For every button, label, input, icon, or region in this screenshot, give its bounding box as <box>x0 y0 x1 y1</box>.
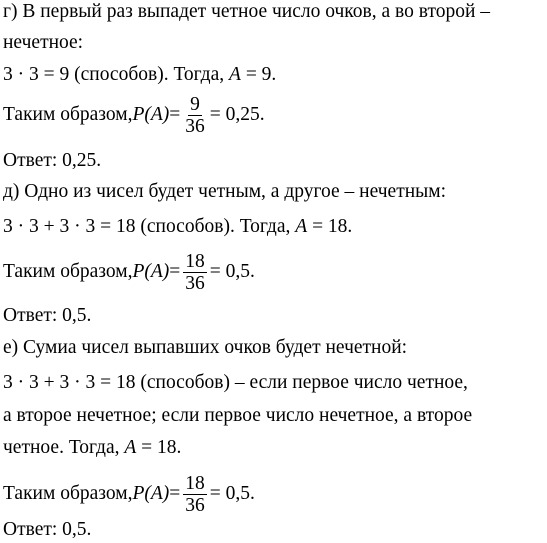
part-d-A-var: A <box>295 216 308 237</box>
part-g-prob-prefix: Таким образом, <box>3 104 133 125</box>
part-g-answer: Ответ: 0,25. <box>3 150 102 171</box>
part-e-then-line <box>3 437 181 459</box>
part-d-fraction-numerator: 18 <box>185 250 205 272</box>
part-g-fraction-denominator: 36 <box>185 115 205 137</box>
part-d-count-eq: = 18. <box>307 216 353 237</box>
part-e-prob-prefix: Таким образом, <box>3 483 133 504</box>
part-g-count-eq: = 9. <box>240 64 277 85</box>
part-e-statement: е) Сумиа чисел выпавших очков будет нечетной: <box>3 337 408 358</box>
part-d-answer: Ответ: 0,5. <box>3 305 92 326</box>
part-g-count-text: 3 · 3 = 9 (способов). Тогда, <box>3 64 230 85</box>
part-e-answer: Ответ: 0,5. <box>3 519 92 540</box>
part-d-fraction-denominator: 36 <box>185 272 205 294</box>
part-e-then-text: четное. Тогда, <box>3 437 125 458</box>
part-d-eq: = <box>169 261 181 282</box>
part-e-A-var: A <box>124 437 137 458</box>
part-g-probability-formula <box>3 91 265 139</box>
part-g-statement-line2: нечетное: <box>3 32 84 53</box>
part-e-eq: = <box>169 483 181 504</box>
part-d-statement: д) Одно из чисел будет четным, а другое – нечетным: <box>3 181 447 202</box>
part-g-result: = 0,25. <box>209 104 265 125</box>
part-e-count-eq: = 18. <box>136 437 182 458</box>
part-e-probability-formula <box>3 470 255 518</box>
part-d-count-line <box>3 216 352 238</box>
part-d-probability-formula <box>3 248 255 296</box>
part-d-count-text: 3 · 3 + 3 · 3 = 18 (способов). Тогда, <box>3 216 296 237</box>
part-g-statement-line1: г) В первый раз выпадет четное число очков, а во второй – <box>3 1 491 22</box>
part-g-P-expr: P(A) <box>132 104 170 125</box>
part-g-eq: = <box>169 104 181 125</box>
part-g-fraction <box>183 94 207 137</box>
part-e-count-line: 3 · 3 + 3 · 3 = 18 (способов) – если первое число четное, <box>3 372 468 393</box>
part-d-fraction <box>183 251 207 294</box>
part-g-fraction-numerator: 9 <box>190 93 200 115</box>
part-e-fraction-numerator: 18 <box>185 472 205 494</box>
part-e-explanation-line: а второе нечетное; если первое число нечетное, а второе <box>3 405 473 426</box>
part-d-P-expr: P(A) <box>132 261 170 282</box>
part-g-count-line <box>3 64 276 86</box>
part-e-fraction-denominator: 36 <box>185 494 205 516</box>
part-d-prob-prefix: Таким образом, <box>3 261 133 282</box>
part-g-A-var: A <box>229 64 241 85</box>
part-e-result: = 0,5. <box>209 483 255 504</box>
part-e-P-expr: P(A) <box>132 483 170 504</box>
part-e-fraction <box>183 473 207 516</box>
part-d-result: = 0,5. <box>209 261 255 282</box>
